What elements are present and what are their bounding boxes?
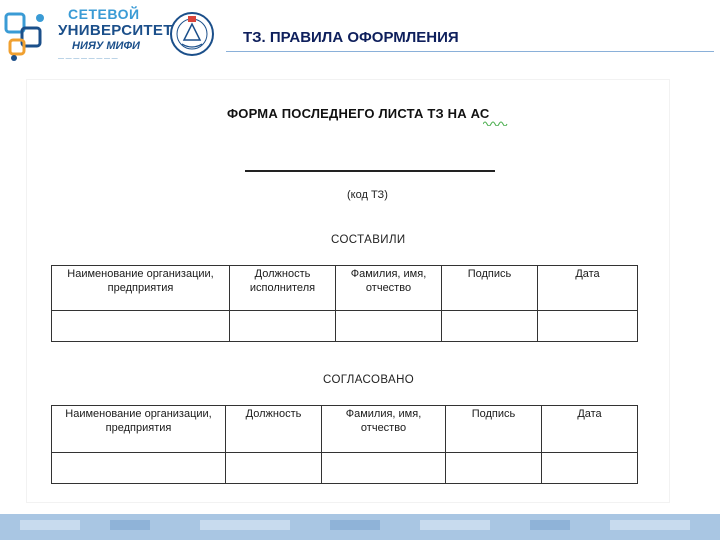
table-header-row [52,266,638,311]
logo-line-3: НИЯУ МИФИ [72,40,140,52]
compiled-table [51,265,638,342]
agreed-table [51,405,638,484]
column-header: Наименование организации, предприятия [52,266,230,311]
title-underline [226,51,714,52]
code-blank-line [245,170,495,172]
band-block [420,520,490,530]
band-block [330,520,380,530]
column-header: Должность [226,406,322,453]
table-cell [442,311,538,342]
table-row [52,311,638,342]
table-cell [52,311,230,342]
bottom-decorative-band [0,514,720,540]
table-cell [322,453,446,484]
table-cell [336,311,442,342]
column-header: Должность исполнителя [230,266,336,311]
network-university-logo-icon [2,8,50,64]
table-cell [542,453,638,484]
table-cell [538,311,638,342]
table-cell [446,453,542,484]
document-title: ФОРМА ПОСЛЕДНЕГО ЛИСТА ТЗ НА АС [227,106,490,121]
logo-line-4: — — — — — — — — [58,56,118,62]
table-cell [230,311,336,342]
column-header: Фамилия, имя, отчество [336,266,442,311]
column-header: Подпись [442,266,538,311]
university-seal-icon [168,6,216,62]
section-title-agreed: СОГЛАСОВАНО [323,374,415,386]
section-title-compiled: СОСТАВИЛИ [331,234,406,246]
table-cell [52,453,226,484]
column-header: Подпись [446,406,542,453]
code-caption: (код ТЗ) [347,189,388,201]
spellcheck-underline-icon [483,120,509,126]
table-header-row [52,406,638,453]
slide-header [0,0,720,70]
document-image [27,80,669,502]
band-block [20,520,80,530]
logo-line-2: УНИВЕРСИТЕТ [58,22,173,39]
column-header: Дата [538,266,638,311]
band-block [610,520,690,530]
column-header: Наименование организации, предприятия [52,406,226,453]
logo-line-1: СЕТЕВОЙ [68,6,140,22]
band-block [110,520,150,530]
table-cell [226,453,322,484]
band-block [530,520,570,530]
table-row [52,453,638,484]
band-block [200,520,290,530]
column-header: Фамилия, имя, отчество [322,406,446,453]
column-header: Дата [542,406,638,453]
slide-title: ТЗ. ПРАВИЛА ОФОРМЛЕНИЯ [243,29,459,46]
